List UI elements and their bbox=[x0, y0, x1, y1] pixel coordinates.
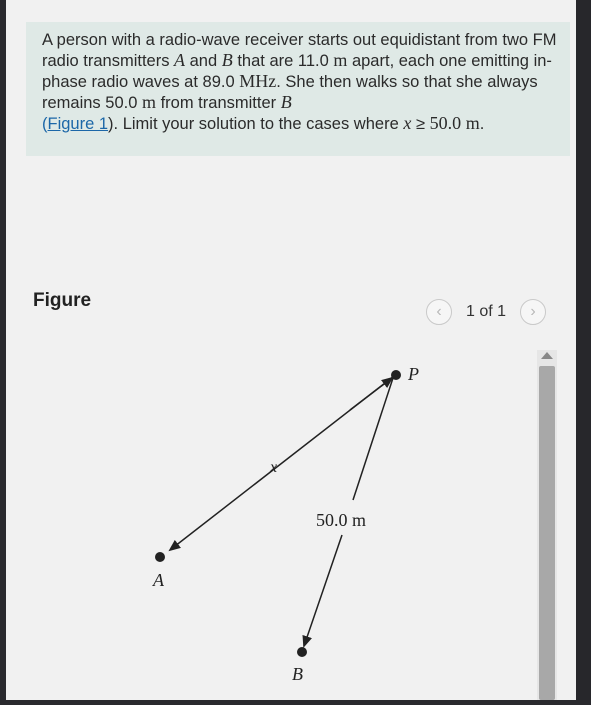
scrollbar-thumb[interactable] bbox=[539, 366, 555, 700]
arrow-x-to-p bbox=[350, 378, 392, 410]
radius-unit: m bbox=[142, 92, 157, 112]
label-a: A bbox=[153, 570, 164, 590]
label-x: x bbox=[270, 459, 278, 476]
condition-value: 50.0 bbox=[429, 113, 462, 133]
line-dist-lower bbox=[304, 535, 342, 646]
prev-figure-button[interactable] bbox=[426, 299, 452, 325]
point-a bbox=[155, 552, 165, 562]
point-b bbox=[297, 647, 307, 657]
frequency-unit: MHz bbox=[239, 71, 277, 91]
problem-text-4: apart, each one emitting in-phase radio waves at bbox=[42, 52, 552, 91]
figure-canvas bbox=[20, 350, 530, 700]
problem-text-8: . bbox=[479, 115, 485, 133]
condition-unit: m bbox=[465, 113, 480, 133]
point-p bbox=[391, 370, 401, 380]
chevron-left-icon: ‹ bbox=[436, 303, 442, 320]
window-edge bbox=[576, 0, 591, 700]
figure-link[interactable]: Figure 1 bbox=[47, 115, 109, 133]
link-open-paren: ( bbox=[42, 115, 48, 133]
var-b-2: B bbox=[280, 92, 292, 112]
label-distance: 50.0 m bbox=[316, 510, 367, 530]
next-figure-button[interactable] bbox=[520, 299, 546, 325]
condition-operator: ≥ bbox=[415, 115, 425, 133]
var-b: B bbox=[221, 50, 233, 70]
var-a: A bbox=[174, 50, 186, 70]
problem-text-2: and bbox=[185, 52, 222, 70]
problem-text-6: from transmitter bbox=[156, 94, 281, 112]
problem-text-7: ). Limit your solution to the cases where bbox=[108, 115, 404, 133]
condition-var: x bbox=[403, 113, 412, 133]
figure-pager bbox=[426, 296, 576, 328]
label-p: P bbox=[408, 364, 419, 384]
problem-text-3: that are bbox=[232, 52, 298, 70]
figure-title: Figure bbox=[33, 290, 92, 311]
page-indicator: 1 of 1 bbox=[466, 303, 507, 320]
chevron-right-icon: › bbox=[530, 303, 536, 320]
figure-diagram bbox=[20, 350, 530, 700]
screen bbox=[6, 0, 576, 700]
frequency-value: 89.0 bbox=[202, 73, 235, 91]
scroll-up-arrow-icon[interactable] bbox=[541, 352, 553, 359]
distance-value: 11.0 bbox=[297, 52, 329, 70]
figure-scrollbar[interactable] bbox=[537, 350, 557, 700]
line-dist-upper bbox=[353, 378, 393, 500]
problem-statement bbox=[26, 22, 570, 156]
problem-text-5: . She then walks so that she always remains bbox=[42, 73, 538, 112]
label-b: B bbox=[292, 664, 303, 684]
distance-unit: m bbox=[333, 50, 348, 70]
radius-value: 50.0 bbox=[105, 94, 138, 112]
problem-text-1: A person with a radio-wave receiver starts out equidistant from two FM radio transmitters bbox=[42, 31, 557, 70]
